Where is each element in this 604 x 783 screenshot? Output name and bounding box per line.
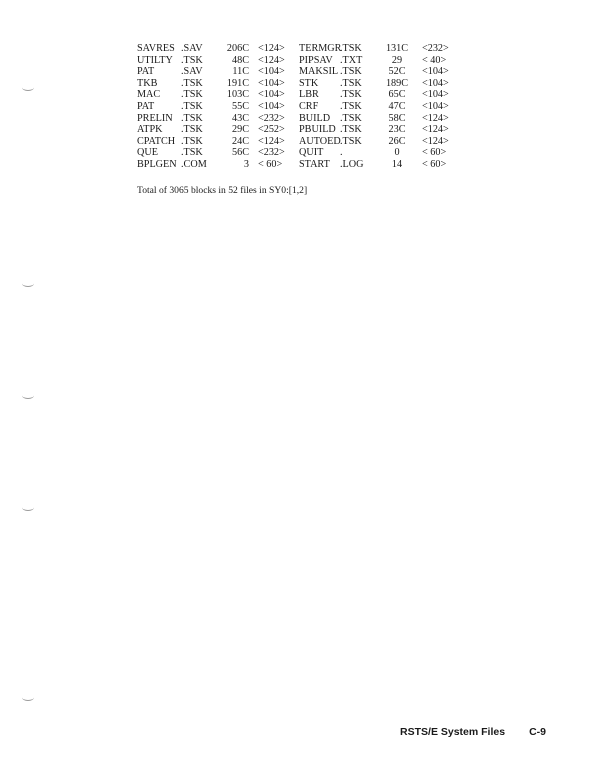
listing-cell-prot2: <104> bbox=[422, 89, 449, 101]
listing-cell-size: 55C bbox=[232, 100, 249, 112]
listing-cell-name: SAVRES bbox=[137, 43, 175, 54]
listing-cell-prot: <104> bbox=[258, 66, 285, 78]
listing-cell-prot2: <232> bbox=[422, 43, 449, 54]
listing-cell-ext: .TSK bbox=[181, 135, 203, 147]
listing-cell-ext2: .TXT bbox=[340, 54, 363, 66]
listing-cell-name: ATPK bbox=[137, 124, 163, 136]
listing-cell-size2: 131C bbox=[385, 43, 409, 54]
listing-cell-ext2: .TSK bbox=[340, 112, 362, 124]
listing-cell-size: 103C bbox=[226, 89, 249, 101]
listing-cell-prot: <124> bbox=[258, 54, 285, 66]
listing-cell-size2: 26C bbox=[388, 135, 406, 147]
listing-cell-ext: .SAV bbox=[181, 66, 203, 78]
footer-section-title: RSTS/E System Files bbox=[400, 726, 506, 738]
listing-cell-name2: BUILD bbox=[299, 112, 331, 124]
listing-cell-size: 29C bbox=[232, 124, 249, 136]
listing-cell-ext2: .TSK bbox=[340, 124, 362, 136]
listing-cell-size2: 52C bbox=[388, 66, 406, 78]
listing-cell-size: 56C bbox=[232, 147, 249, 159]
listing-cell-name: QUE bbox=[137, 147, 158, 159]
listing-cell-ext: .SAV bbox=[181, 43, 203, 54]
listing-cell-ext2: .TSK bbox=[340, 43, 362, 54]
listing-cell-name2: START bbox=[299, 158, 330, 170]
listing-cell-ext2: . bbox=[340, 147, 343, 159]
listing-cell-name: TKB bbox=[137, 77, 158, 89]
listing-cell-ext2: .LOG bbox=[340, 158, 364, 170]
listing-cell-prot: <232> bbox=[258, 147, 285, 159]
listing-cell-name: CPATCH bbox=[137, 135, 176, 147]
listing-cell-ext: .TSK bbox=[181, 124, 203, 136]
listing-cell-name2: LBR bbox=[299, 89, 319, 101]
listing-cell-size: 206C bbox=[226, 43, 249, 54]
listing-cell-prot: <124> bbox=[258, 135, 285, 147]
binder-hole-mark bbox=[22, 504, 34, 511]
listing-cell-prot: <124> bbox=[258, 43, 285, 54]
listing-cell-prot2: <124> bbox=[422, 135, 449, 147]
listing-cell-size2: 189C bbox=[385, 77, 409, 89]
listing-cell-name: PRELIN bbox=[137, 112, 173, 124]
listing-cell-name: PAT bbox=[137, 100, 155, 112]
binder-hole-mark bbox=[22, 392, 34, 399]
listing-cell-ext: .TSK bbox=[181, 112, 203, 124]
listing-cell-prot: <104> bbox=[258, 89, 285, 101]
listing-cell-size: 11C bbox=[232, 66, 249, 78]
listing-cell-name2: PBUILD bbox=[299, 124, 336, 136]
listing-total: Total of 3065 blocks in 52 files in SY0:[1,2] bbox=[137, 185, 308, 196]
listing-cell-prot: <104> bbox=[258, 100, 285, 112]
listing-cell-name: UTILTY bbox=[137, 54, 173, 66]
listing-cell-name2: CRF bbox=[299, 100, 319, 112]
listing-cell-ext: .TSK bbox=[181, 54, 203, 66]
listing-cell-name2: QUIT bbox=[299, 147, 324, 159]
listing-cell-name2: PIPSAV bbox=[299, 54, 333, 66]
listing-cell-size: 43C bbox=[232, 112, 249, 124]
listing-cell-ext: .TSK bbox=[181, 147, 203, 159]
listing-cell-prot2: < 60> bbox=[422, 147, 447, 159]
listing-cell-ext2: .TSK bbox=[340, 66, 362, 78]
binder-hole-mark bbox=[22, 694, 34, 701]
listing-cell-prot: <232> bbox=[258, 112, 285, 124]
listing-cell-size2: 23C bbox=[388, 124, 406, 136]
listing-cell-prot2: <124> bbox=[422, 112, 449, 124]
listing-cell-ext2: .TSK bbox=[340, 77, 362, 89]
listing-cell-prot: < 60> bbox=[258, 158, 283, 170]
listing-cell-size: 3 bbox=[243, 158, 249, 170]
page-footer bbox=[400, 726, 546, 738]
binder-hole-mark bbox=[22, 280, 34, 287]
listing-cell-prot: <252> bbox=[258, 124, 285, 136]
listing-cell-size2: 29 bbox=[391, 54, 403, 66]
listing-cell-ext: .COM bbox=[181, 158, 207, 170]
listing-cell-name: PAT bbox=[137, 66, 155, 78]
listing-cell-prot2: < 40> bbox=[422, 54, 447, 66]
listing-cell-name2: STK bbox=[299, 77, 319, 89]
listing-cell-name2: AUTOED bbox=[299, 135, 341, 147]
listing-cell-ext: .TSK bbox=[181, 100, 203, 112]
listing-cell-size: 24C bbox=[232, 135, 249, 147]
footer-page-number: C-9 bbox=[529, 726, 546, 738]
listing-cell-ext: .TSK bbox=[181, 89, 203, 101]
listing-cell-size: 48C bbox=[232, 54, 249, 66]
listing-cell-prot2: <104> bbox=[422, 100, 449, 112]
binder-hole-mark bbox=[22, 84, 34, 91]
listing-cell-prot: <104> bbox=[258, 77, 285, 89]
listing-cell-size2: 47C bbox=[388, 100, 406, 112]
listing-cell-prot2: <104> bbox=[422, 66, 449, 78]
listing-cell-size2: 14 bbox=[391, 158, 403, 170]
listing-cell-ext2: .TSK bbox=[340, 100, 362, 112]
listing-cell-size2: 0 bbox=[394, 147, 400, 159]
listing-cell-name2: TERMGR bbox=[299, 43, 342, 54]
listing-cell-ext2: .TSK bbox=[340, 89, 362, 101]
listing-cell-ext2: .TSK bbox=[340, 135, 362, 147]
listing-cell-size2: 65C bbox=[388, 89, 406, 101]
listing-cell-size2: 58C bbox=[388, 112, 406, 124]
listing-cell-name: BPLGEN bbox=[137, 158, 177, 170]
listing-cell-prot2: < 60> bbox=[422, 158, 447, 170]
listing-cell-size: 191C bbox=[226, 77, 249, 89]
listing-cell-prot2: <104> bbox=[422, 77, 449, 89]
listing-cell-name: MAC bbox=[137, 89, 161, 101]
listing-cell-ext: .TSK bbox=[181, 77, 203, 89]
listing-cell-name2: MAKSIL bbox=[299, 66, 339, 78]
listing-cell-prot2: <124> bbox=[422, 124, 449, 136]
